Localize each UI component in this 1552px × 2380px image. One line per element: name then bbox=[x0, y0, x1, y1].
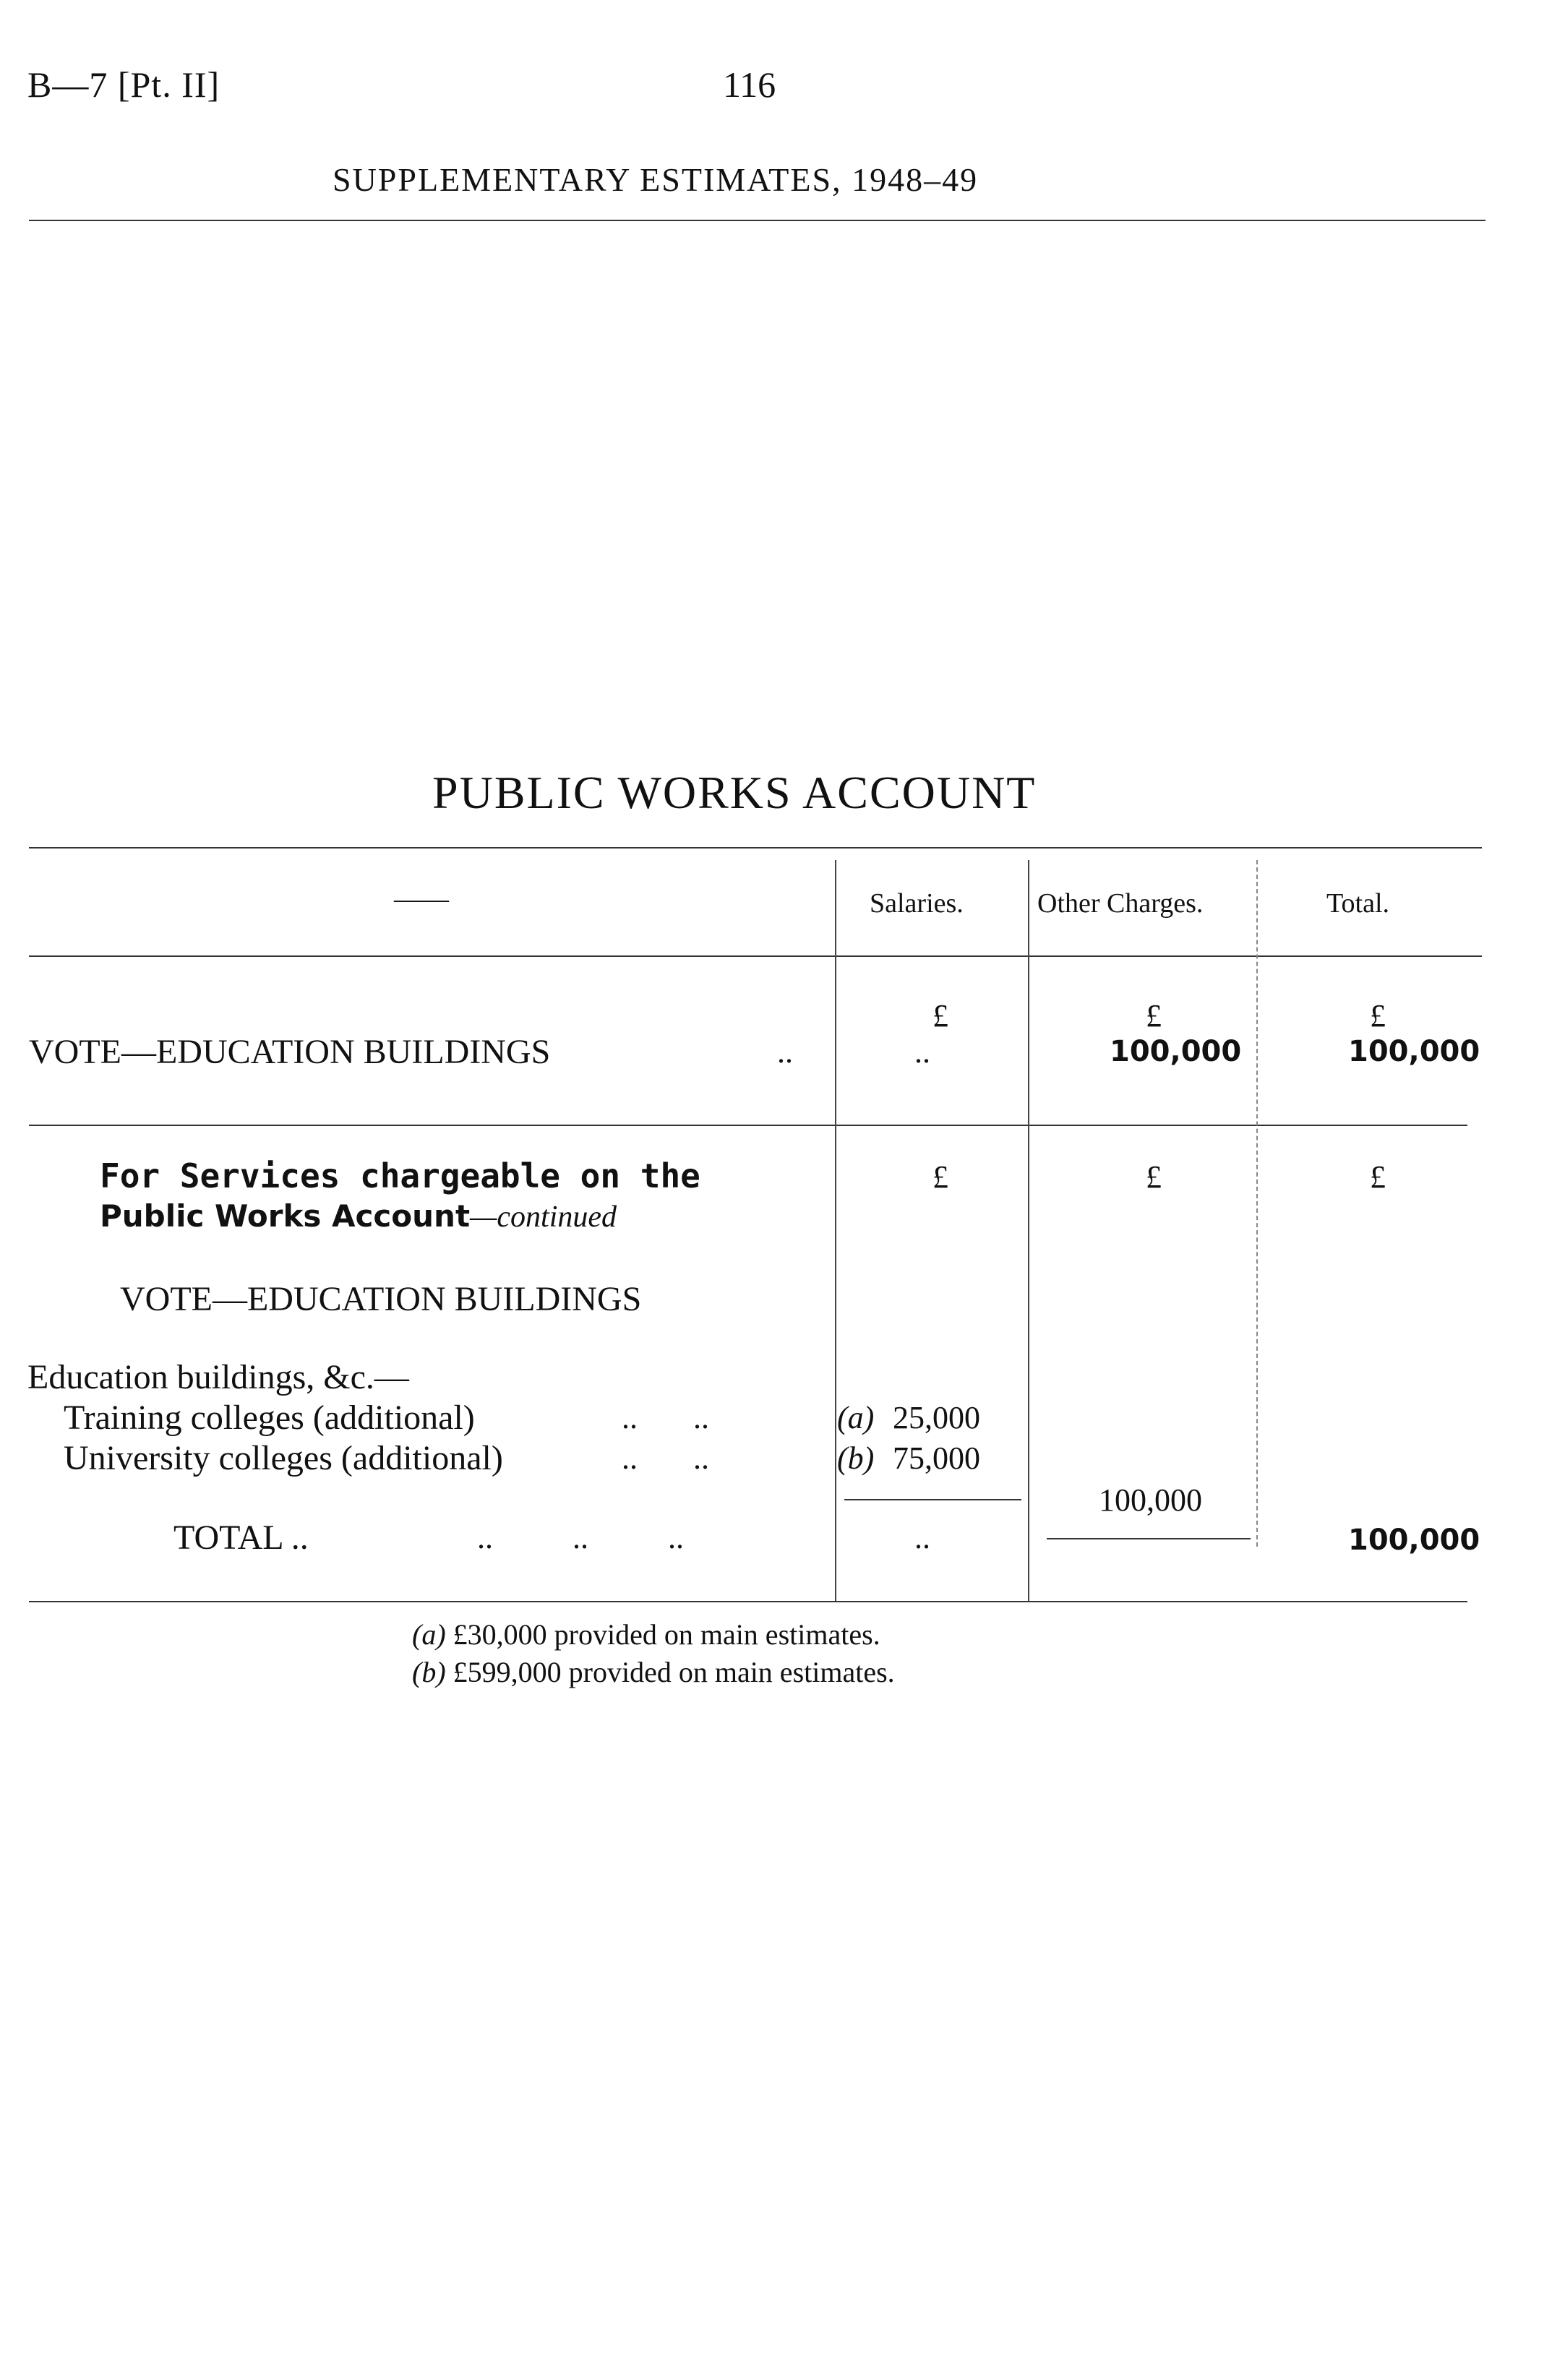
summary-leader: .. bbox=[777, 1034, 793, 1070]
header-bottom-rule bbox=[29, 955, 1482, 957]
section-heading-line2 bbox=[100, 1198, 617, 1234]
total-salaries: .. bbox=[914, 1520, 930, 1555]
total-label: TOTAL .. bbox=[173, 1518, 309, 1557]
currency-symbol-salaries: £ bbox=[933, 998, 948, 1034]
summary-vote-label: VOTE—EDUCATION BUILDINGS bbox=[29, 1033, 551, 1071]
footnote-a bbox=[412, 1618, 880, 1651]
item-salaries-training: 25,000 bbox=[893, 1400, 980, 1435]
group-label: Education buildings, &c.— bbox=[27, 1358, 409, 1396]
section-currency-other: £ bbox=[1146, 1159, 1162, 1195]
currency-symbol-total: £ bbox=[1370, 998, 1386, 1034]
currency-symbol-other: £ bbox=[1146, 998, 1162, 1034]
footnote-a-text: £30,000 provided on main estimates. bbox=[453, 1618, 880, 1651]
table-top-rule bbox=[29, 847, 1482, 849]
item-label-university: University colleges (additional) bbox=[64, 1439, 503, 1477]
summary-bottom-rule bbox=[29, 1125, 1467, 1126]
document-reference: B—7 [Pt. II] bbox=[27, 64, 220, 105]
section-heading-continued: —continued bbox=[470, 1200, 617, 1234]
section-vote-label: VOTE—EDUCATION BUILDINGS bbox=[120, 1280, 642, 1318]
item-note-a: (a) bbox=[837, 1400, 875, 1435]
column-header-total: Total. bbox=[1326, 888, 1390, 919]
column-header-salaries: Salaries. bbox=[870, 888, 964, 919]
header-rule bbox=[29, 220, 1485, 221]
column-header-other-charges: Other Charges. bbox=[1037, 888, 1204, 919]
item-leader-university: .. .. bbox=[622, 1440, 709, 1476]
column-divider-other bbox=[1028, 860, 1029, 1601]
item-label-training: Training colleges (additional) bbox=[64, 1399, 475, 1437]
section-currency-salaries: £ bbox=[933, 1159, 948, 1195]
section-heading-bold: Public Works Account bbox=[100, 1198, 471, 1234]
footnote-b bbox=[412, 1655, 895, 1689]
section-heading-line1: For Services chargeable on the bbox=[100, 1156, 700, 1195]
section-currency-total: £ bbox=[1370, 1159, 1386, 1195]
column-divider-salaries bbox=[835, 860, 836, 1601]
total-leader: .. .. .. bbox=[477, 1520, 684, 1555]
salaries-subtotal-rule bbox=[844, 1499, 1021, 1500]
page-title: PUBLIC WORKS ACCOUNT bbox=[432, 767, 1037, 818]
item-note-b: (b) bbox=[837, 1440, 875, 1476]
other-charges-subtotal-rule bbox=[1047, 1538, 1251, 1539]
summary-total-value: 100,000 bbox=[1348, 1035, 1480, 1068]
table-bottom-rule bbox=[29, 1601, 1467, 1602]
item-leader-training: .. .. bbox=[622, 1400, 709, 1435]
column-divider-total bbox=[1256, 860, 1258, 1547]
summary-salaries-value: .. bbox=[914, 1034, 930, 1070]
document-subtitle: SUPPLEMENTARY ESTIMATES, 1948–49 bbox=[333, 161, 979, 198]
item-salaries-university: 75,000 bbox=[893, 1440, 980, 1476]
other-charges-subtotal: 100,000 bbox=[1099, 1482, 1202, 1518]
summary-other-charges-value: 100,000 bbox=[1110, 1035, 1242, 1068]
footnote-b-mark: (b) bbox=[412, 1656, 446, 1688]
footnote-a-mark: (a) bbox=[412, 1618, 446, 1651]
column-header-description: —— bbox=[394, 884, 449, 914]
page-number: 116 bbox=[723, 64, 776, 105]
total-value: 100,000 bbox=[1348, 1524, 1480, 1557]
footnote-b-text: £599,000 provided on main estimates. bbox=[453, 1656, 895, 1688]
